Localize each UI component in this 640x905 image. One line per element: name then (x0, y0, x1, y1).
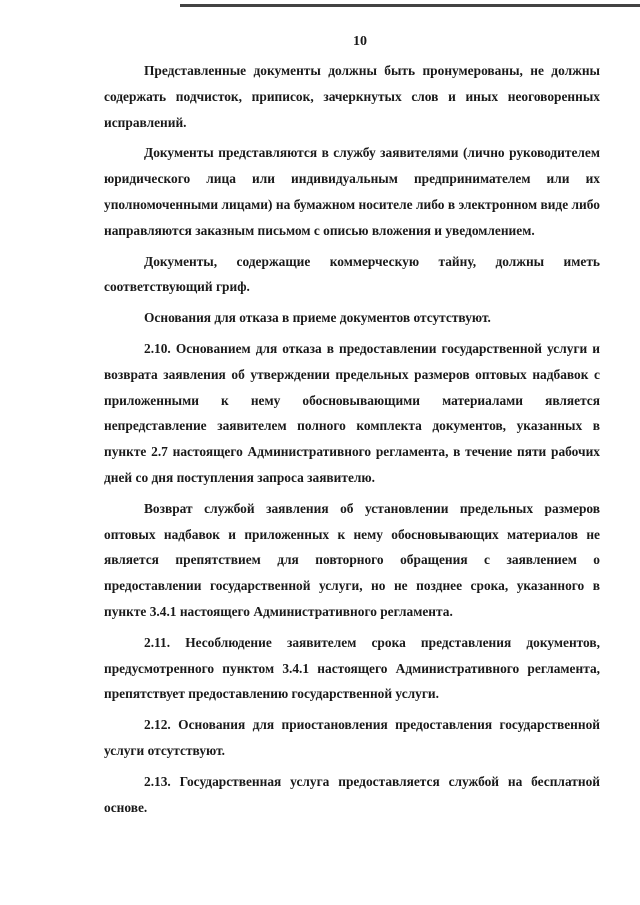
document-body (104, 58, 600, 820)
paragraph-return-of-application: Возврат службой заявления об установлении предельных размеров оптовых надбавок и приложенных к нему обосновывающих материалов не является препятствием для повторного обращения с заявлением о предоставлении государственной услуги, но не позднее срока, указанного в пункте 3.4.1 настоящего Административного регламента. (104, 500, 600, 619)
paragraph-2-12: 2.12. Основания для приостановления предоставления государственной услуги отсутствуют. (104, 717, 600, 758)
paragraph-numbering-requirements: Представленные документы должны быть пронумерованы, не должны содержать подчисток, приписок, зачеркнутых слов и иных неоговоренных исправлений. (104, 63, 600, 130)
paragraph-submission-methods: Документы представляются в службу заявителями (лично руководителем юридического лица или индивидуальным предпринимателем или их уполномоченными лицами) на бумажном носителе либо в электронном виде либо направляются заказным письмом с описью вложения и уведомлением. (104, 145, 600, 238)
paragraph-2-13: 2.13. Государственная услуга предоставляется службой на бесплатной основе. (104, 773, 600, 815)
paragraph-2-11: 2.11. Несоблюдение заявителем срока представления документов, предусмотренного пунктом 3.4.1 настоящего Административного регламента, препятствует предоставлению государственной услуги. (104, 634, 600, 702)
page-number: 10 (353, 34, 367, 49)
paragraph-no-refusal-grounds: Основания для отказа в приеме документов отсутствуют. (144, 310, 491, 326)
paragraph-commercial-secret: Документы, содержащие коммерческую тайну, должны иметь соответствующий гриф. (104, 253, 600, 295)
scan-top-edge-line (180, 4, 640, 7)
paragraph-2-10: 2.10. Основанием для отказа в предоставлении государственной услуги и возврата заявления об утверждении предельных размеров оптовых надбавок с приложенными к нему обосновывающими материалами является непредставление заявителем полного комплекта документов, указанных в пункте 2.7 настоящего Административного регламента, в течение пяти рабочих дней со дня поступления запроса заявителю. (104, 340, 600, 485)
